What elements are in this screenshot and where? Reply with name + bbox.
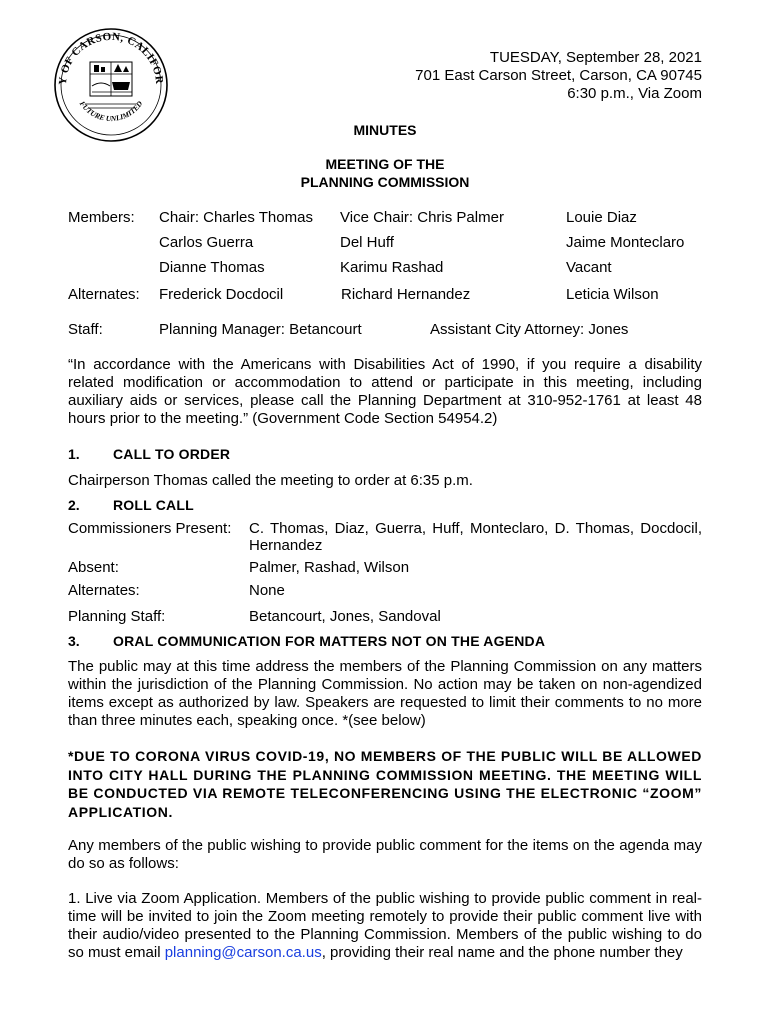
alternate-name: Richard Hernandez <box>341 286 471 303</box>
alternates-label: Alternates: <box>68 286 140 303</box>
seal-bottom-text: FUTURE UNLIMITED <box>77 99 145 124</box>
ada-notice: “In accordance with the Americans with Disabilities Act of 1990, if you require a disability related modification or accommodation to attend or participate in this meeting, including auxiliary aids or services, please call the Planning Department at 310-952-1761 at least 48 hours prior to the meeting.” (Government Code Section 54954.2) <box>68 356 702 427</box>
present-value-line2: Hernandez <box>249 537 323 554</box>
covid-notice: *DUE TO CORONA VIRUS COVID-19, NO MEMBERS OF THE PUBLIC WILL BE ALLOWED INTO CITY HALL DURING THE PLANNING COMMISSION MEETING. THE MEETING WILL BE CONDUCTED VIA REMOTE TELECONFERENCING USING THE ELECTRONIC “ZOOM” APPLICATION. <box>68 748 702 820</box>
staff-manager: Planning Manager: Betancourt <box>159 321 362 338</box>
member-name: Carlos Guerra <box>159 234 254 251</box>
present-label: Commissioners Present: <box>68 520 232 537</box>
absent-value: Palmer, Rashad, Wilson <box>249 559 410 576</box>
planning-staff-value: Betancourt, Jones, Sandoval <box>249 608 441 625</box>
section-title-roll-call: ROLL CALL <box>113 497 194 513</box>
section-title-call-to-order: CALL TO ORDER <box>113 446 231 462</box>
public-comment-intro: Any members of the public wishing to provide public comment for the items on the agenda may do so as follows: <box>68 837 702 872</box>
absent-label: Absent: <box>68 559 119 576</box>
section-number: 3. <box>68 633 80 649</box>
zoom-instructions-text: 1. Live via Zoom Application. Members of the public wishing to provide public comment in real-time will be invited to join the Zoom meeting remotely to provide their public comment live with their audio/video presented to the Planning Commission. Members of the public wishing to do so must email <box>68 890 702 961</box>
planning-commission-heading: PLANNING COMMISSION <box>300 174 470 190</box>
member-name: Karimu Rashad <box>340 259 444 276</box>
meeting-address: 701 East Carson Street, Carson, CA 90745 <box>415 67 702 84</box>
section-title-oral-communication: ORAL COMMUNICATION FOR MATTERS NOT ON THE AGENDA <box>113 633 546 649</box>
member-name: Vice Chair: Chris Palmer <box>340 209 504 226</box>
alternates-present-label: Alternates: <box>68 582 140 599</box>
member-name: Del Huff <box>340 234 394 251</box>
member-name: Vacant <box>566 259 612 276</box>
member-name: Jaime Monteclaro <box>566 234 685 251</box>
present-value-line1: C. Thomas, Diaz, Guerra, Huff, Monteclaro, D. Thomas, Docdocil, <box>249 520 702 537</box>
meeting-of-heading: MEETING OF THE <box>325 156 445 172</box>
oral-communication-text: The public may at this time address the members of the Planning Commission on any matters within the jurisdiction of the Planning Commission. No action may be taken on non-agendized items except as authorized by law. Speakers are requested to limit their comments to no more than three minutes each, speaking once. *(see below) <box>68 658 702 729</box>
seal-top-text: Y OF CARSON, CALIFOR <box>56 30 166 86</box>
alternate-name: Leticia Wilson <box>566 286 659 303</box>
section-number: 2. <box>68 497 80 513</box>
members-label: Members: <box>68 209 135 226</box>
meeting-date: TUESDAY, September 28, 2021 <box>489 49 702 66</box>
document-title: MINUTES <box>353 122 417 138</box>
zoom-instructions <box>68 890 702 962</box>
staff-label: Staff: <box>68 321 103 338</box>
planning-email-link[interactable]: planning@carson.ca.us <box>164 944 322 961</box>
alternate-name: Frederick Docdocil <box>159 286 284 303</box>
alternates-present-value: None <box>249 582 285 599</box>
staff-attorney: Assistant City Attorney: Jones <box>430 321 629 338</box>
member-name: Dianne Thomas <box>159 259 265 276</box>
member-name: Chair: Charles Thomas <box>159 209 313 226</box>
zoom-instructions-text-continued: , providing their real name and the phone number they <box>321 944 683 961</box>
planning-staff-label: Planning Staff: <box>68 608 166 625</box>
call-to-order-text: Chairperson Thomas called the meeting to order at 6:35 p.m. <box>68 472 473 489</box>
member-name: Louie Diaz <box>566 209 637 226</box>
meeting-time: 6:30 p.m., Via Zoom <box>567 85 702 102</box>
section-number: 1. <box>68 446 80 462</box>
